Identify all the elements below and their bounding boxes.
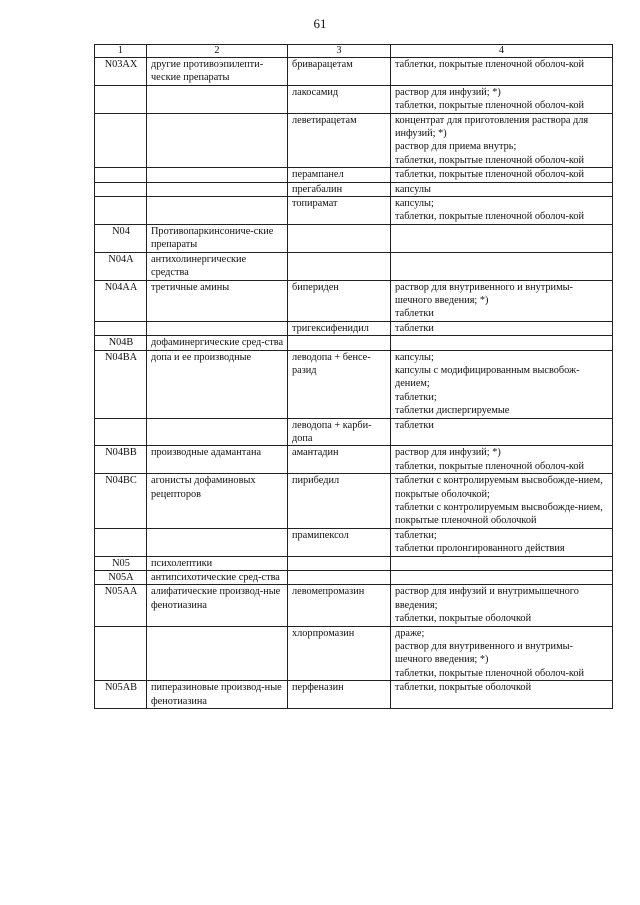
- dosage-form-item: раствор для внутривенного и внутримы-шечного введения; *): [395, 641, 573, 666]
- anatomical-therapeutic-group-cell: психолептики: [147, 556, 288, 570]
- dosage-forms-cell: [391, 336, 613, 350]
- table-row: [95, 350, 613, 418]
- atc-code-cell: N05A: [95, 571, 147, 585]
- dosage-forms-cell: [391, 556, 613, 570]
- drug-name-cell: [288, 336, 391, 350]
- anatomical-therapeutic-group-cell: допа и ее производные: [147, 350, 288, 418]
- header-col-1: 1: [95, 45, 147, 58]
- atc-code-cell: N04B: [95, 336, 147, 350]
- dosage-forms-cell: [391, 571, 613, 585]
- table-body: [95, 58, 613, 709]
- table-row: [95, 182, 613, 196]
- dosage-forms-cell: [391, 321, 613, 335]
- table-row: [95, 474, 613, 529]
- anatomical-therapeutic-group-cell: [147, 418, 288, 446]
- atc-code-cell: [95, 321, 147, 335]
- dosage-forms-cell: [391, 280, 613, 321]
- dosage-forms-cell: [391, 585, 613, 626]
- dosage-form-item: таблетки, покрытые пленочной оболоч-кой: [395, 59, 585, 70]
- atc-code-cell: [95, 197, 147, 225]
- atc-code-cell: N04A: [95, 252, 147, 280]
- table-row: [95, 197, 613, 225]
- table-row: [95, 321, 613, 335]
- dosage-forms-cell: [391, 626, 613, 681]
- atc-code-cell: N04: [95, 224, 147, 252]
- table-header-row: [95, 45, 613, 58]
- dosage-form-item: таблетки, покрытые оболочкой: [395, 682, 532, 694]
- drug-name-cell: леводопа + карби-допа: [288, 418, 391, 446]
- dosage-form-item: таблетки, покрытые пленочной оболоч-кой: [395, 211, 585, 223]
- dosage-form-item: концентрат для приготовления раствора для инфузий; *): [395, 114, 589, 140]
- dosage-form-item: раствор для инфузий; *): [395, 447, 501, 459]
- drug-list-table: [94, 44, 613, 709]
- table-row: [95, 224, 613, 252]
- drug-name-cell: [288, 252, 391, 280]
- atc-code-cell: N05: [95, 556, 147, 570]
- atc-code-cell: [95, 418, 147, 446]
- anatomical-therapeutic-group-cell: [147, 85, 288, 113]
- table-row: [95, 280, 613, 321]
- dosage-form-item: таблетки, покрытые пленочной оболоч-кой: [395, 100, 585, 112]
- anatomical-therapeutic-group-cell: антихолинергические средства: [147, 252, 288, 280]
- drug-name-cell: [288, 571, 391, 585]
- drug-name-cell: бриварацетам: [288, 58, 391, 86]
- dosage-form-item: таблетки, покрытые пленочной оболоч-кой: [395, 154, 585, 166]
- dosage-form-item: таблетки;: [395, 529, 437, 541]
- dosage-forms-cell: [391, 528, 613, 556]
- dosage-forms-cell: [391, 58, 613, 86]
- dosage-form-item: таблетки: [395, 419, 434, 431]
- anatomical-therapeutic-group-cell: третичные амины: [147, 280, 288, 321]
- dosage-forms-cell: [391, 681, 613, 709]
- dosage-form-item: таблетки диспергируемые: [395, 405, 510, 417]
- anatomical-therapeutic-group-cell: Противопаркинсониче-ские препараты: [147, 224, 288, 252]
- drug-name-cell: бипериден: [288, 280, 391, 321]
- atc-code-cell: [95, 626, 147, 681]
- anatomical-therapeutic-group-cell: [147, 168, 288, 182]
- atc-code-cell: N03AX: [95, 58, 147, 86]
- dosage-form-item: таблетки, покрытые оболочкой: [395, 613, 532, 625]
- drug-name-cell: амантадин: [288, 446, 391, 474]
- drug-name-cell: тригексифенидил: [288, 321, 391, 335]
- atc-code-cell: [95, 113, 147, 168]
- atc-code-cell: N04BA: [95, 350, 147, 418]
- dosage-form-item: таблетки, покрытые пленочной оболоч-кой: [395, 667, 585, 679]
- anatomical-therapeutic-group-cell: алифатические производ-ные фенотиазина: [147, 585, 288, 626]
- anatomical-therapeutic-group-cell: [147, 321, 288, 335]
- anatomical-therapeutic-group-cell: агонисты дофаминовых рецепторов: [147, 474, 288, 529]
- dosage-form-item: таблетки;: [395, 391, 437, 403]
- dosage-form-item: раствор для инфузий и внутримышечного введения;: [395, 586, 579, 611]
- drug-name-cell: леветирацетам: [288, 113, 391, 168]
- table-row: [95, 446, 613, 474]
- page-number: 61: [313, 16, 327, 31]
- drug-name-cell: лакосамид: [288, 85, 391, 113]
- anatomical-therapeutic-group-cell: [147, 626, 288, 681]
- anatomical-therapeutic-group-cell: [147, 113, 288, 168]
- atc-code-cell: N04AA: [95, 280, 147, 321]
- dosage-form-item: таблетки: [395, 322, 434, 334]
- anatomical-therapeutic-group-cell: другие противоэпилепти-ческие препараты: [147, 58, 288, 86]
- dosage-form-item: таблетки с контролируемым высвобожде-нием, покрытые оболочкой;: [395, 475, 603, 500]
- drug-name-cell: прегабалин: [288, 182, 391, 196]
- dosage-form-item: раствор для приема внутрь;: [395, 141, 517, 153]
- atc-code-cell: [95, 168, 147, 182]
- drug-name-cell: перфеназин: [288, 681, 391, 709]
- atc-code-cell: N05AA: [95, 585, 147, 626]
- dosage-forms-cell: [391, 168, 613, 182]
- anatomical-therapeutic-group-cell: [147, 182, 288, 196]
- dosage-form-item: таблетки, покрытые пленочной оболоч-кой: [395, 169, 585, 181]
- dosage-form-item: капсулы: [395, 183, 431, 195]
- drug-name-cell: леводопа + бенсе-разид: [288, 350, 391, 418]
- dosage-form-item: таблетки, покрытые пленочной оболоч-кой: [395, 460, 585, 472]
- atc-code-cell: [95, 85, 147, 113]
- dosage-form-item: таблетки пролонгированного действия: [395, 543, 565, 555]
- atc-code-cell: N04BB: [95, 446, 147, 474]
- dosage-forms-cell: [391, 474, 613, 529]
- dosage-form-item: раствор для внутривенного и внутримы-шечного введения; *): [395, 281, 573, 306]
- anatomical-therapeutic-group-cell: [147, 197, 288, 225]
- dosage-forms-cell: [391, 418, 613, 446]
- table-row: [95, 252, 613, 280]
- drug-name-cell: левомепромазин: [288, 585, 391, 626]
- header-col-4: 4: [391, 45, 613, 58]
- dosage-forms-cell: [391, 350, 613, 418]
- table-row: [95, 626, 613, 681]
- header-col-2: 2: [147, 45, 288, 58]
- dosage-form-item: таблетки: [395, 308, 434, 320]
- dosage-forms-cell: [391, 113, 613, 168]
- drug-name-cell: прамипексол: [288, 528, 391, 556]
- drug-name-cell: топирамат: [288, 197, 391, 225]
- anatomical-therapeutic-group-cell: производные адамантана: [147, 446, 288, 474]
- anatomical-therapeutic-group-cell: пиперазиновые производ-ные фенотиазина: [147, 681, 288, 709]
- table-row: [95, 528, 613, 556]
- drug-name-cell: перампанел: [288, 168, 391, 182]
- dosage-forms-cell: [391, 182, 613, 196]
- dosage-forms-cell: [391, 446, 613, 474]
- table-row: [95, 113, 613, 168]
- dosage-forms-cell: [391, 197, 613, 225]
- table-row: [95, 418, 613, 446]
- drug-name-cell: [288, 224, 391, 252]
- dosage-forms-cell: [391, 85, 613, 113]
- dosage-form-item: капсулы с модифицированным высвобож-дением;: [395, 364, 580, 390]
- drug-name-cell: хлорпромазин: [288, 626, 391, 681]
- anatomical-therapeutic-group-cell: [147, 528, 288, 556]
- table-row: [95, 85, 613, 113]
- dosage-forms-cell: [391, 224, 613, 252]
- table-row: [95, 336, 613, 350]
- atc-code-cell: N05AB: [95, 681, 147, 709]
- atc-code-cell: [95, 182, 147, 196]
- table-row: [95, 556, 613, 570]
- anatomical-therapeutic-group-cell: дофаминергические сред-ства: [147, 336, 288, 350]
- dosage-form-item: капсулы;: [395, 351, 434, 363]
- table-row: [95, 571, 613, 585]
- dosage-form-item: драже;: [395, 627, 425, 639]
- dosage-form-item: капсулы;: [395, 198, 434, 210]
- atc-code-cell: [95, 528, 147, 556]
- dosage-form-item: таблетки с контролируемым высвобожде-нием, покрытые пленочной оболочкой: [395, 502, 603, 527]
- dosage-forms-cell: [391, 252, 613, 280]
- table-row: [95, 58, 613, 86]
- anatomical-therapeutic-group-cell: антипсихотические сред-ства: [147, 571, 288, 585]
- table-row: [95, 585, 613, 626]
- drug-name-cell: [288, 556, 391, 570]
- table-row: [95, 168, 613, 182]
- drug-name-cell: пирибедил: [288, 474, 391, 529]
- header-col-3: 3: [288, 45, 391, 58]
- dosage-form-item: раствор для инфузий; *): [395, 86, 501, 98]
- table-row: [95, 681, 613, 709]
- atc-code-cell: N04BC: [95, 474, 147, 529]
